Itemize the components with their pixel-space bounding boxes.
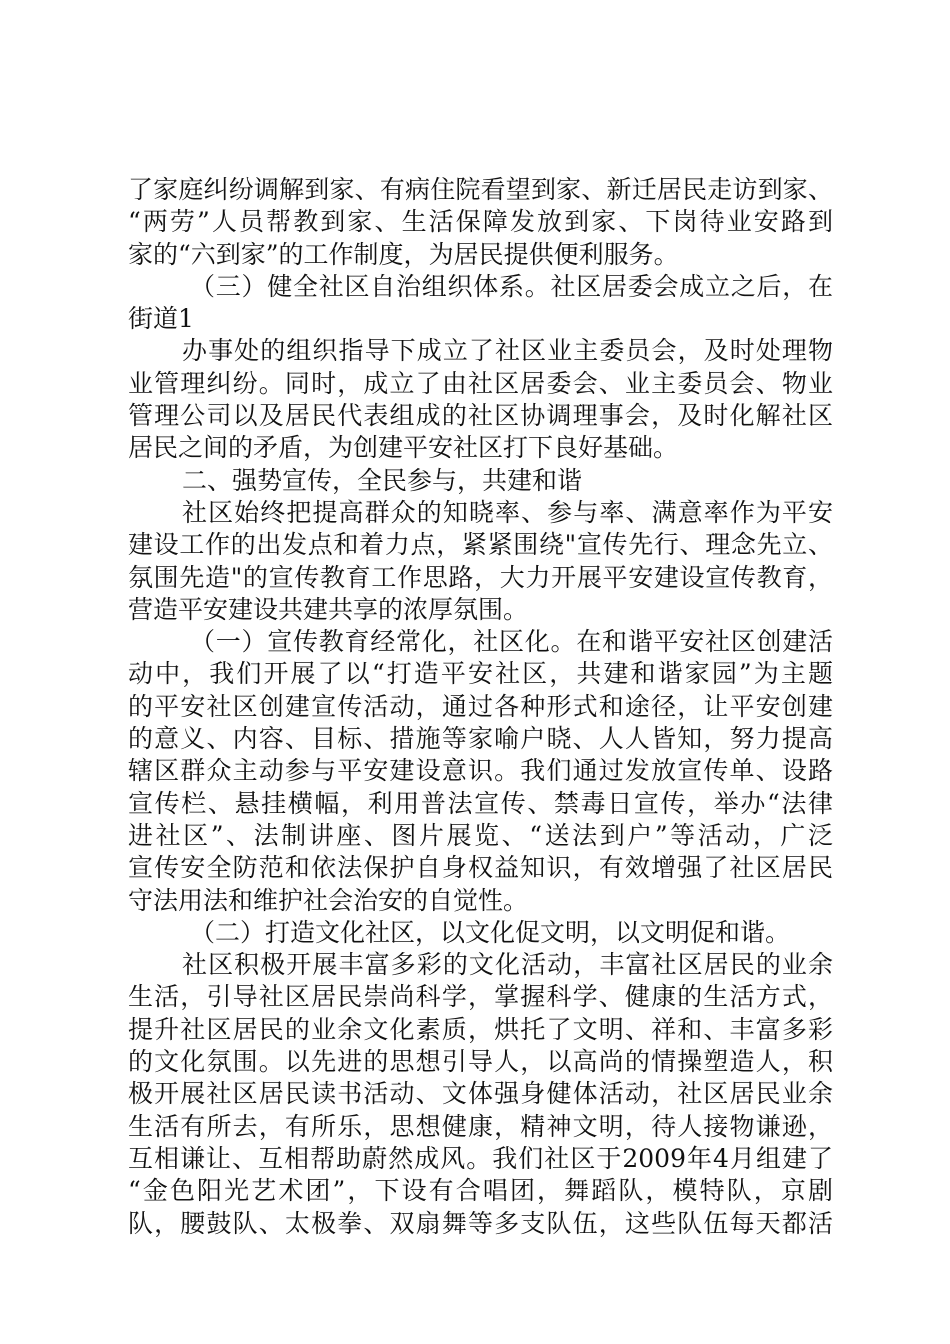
text-line: 居民之间的矛盾，为创建平安社区打下良好基础。 — [128, 433, 679, 463]
document-body — [128, 174, 833, 1240]
text-line: 街道1 — [128, 304, 194, 334]
text-line: 进社区”、法制讲座、图片展览、“送法到户”等活动，广泛 — [128, 820, 833, 850]
text-line: 社区积极开展丰富多彩的文化活动，丰富社区居民的业余 — [182, 950, 833, 980]
text-line: 氛围先造"的宣传教育工作思路，大力开展平安建设宣传教育， — [128, 562, 833, 592]
text-line: “金色阳光艺术团”，下设有合唱团，舞蹈队，模特队，京剧 — [128, 1176, 833, 1206]
text-line: 极开展社区居民读书活动、文体强身健体活动，社区居民业余 — [128, 1079, 833, 1109]
text-line: 家的“六到家”的工作制度，为居民提供便利服务。 — [128, 239, 679, 269]
text-line: 生活，引导社区居民崇尚科学，掌握科学、健康的生活方式， — [128, 982, 833, 1012]
text-line: 的文化氛围。以先进的思想引导人，以高尚的情操塑造人，积 — [128, 1047, 833, 1077]
text-line: 队，腰鼓队、太极拳、双扇舞等多支队伍，这些队伍每天都活 — [128, 1208, 833, 1238]
text-line: 辖区群众主动参与平安建设意识。我们通过发放宣传单、设路 — [128, 756, 833, 786]
text-line: 的意义、内容、目标、措施等家喻户晓、人人皆知，努力提高 — [128, 724, 833, 754]
text-line: 宣传安全防范和依法保护自身权益知识，有效增强了社区居民 — [128, 853, 833, 883]
text-line: “两劳”人员帮教到家、生活保障发放到家、下岗待业安路到 — [128, 207, 833, 237]
text-line: 管理公司以及居民代表组成的社区协调理事会，及时化解社区 — [128, 401, 833, 431]
text-line: （二）打造文化社区，以文化促文明，以文明促和谐。 — [190, 917, 791, 947]
text-line: 提升社区居民的业余文化素质，烘托了文明、祥和、丰富多彩 — [128, 1014, 833, 1044]
text-line: （一）宣传教育经常化，社区化。在和谐平安社区创建活 — [190, 627, 833, 657]
text-line: 营造平安建设共建共享的浓厚氛围。 — [128, 594, 529, 624]
text-line: 二、强势宣传，全民参与，共建和谐 — [182, 465, 583, 495]
text-line: 动中，我们开展了以“打造平安社区，共建和谐家园”为主题 — [128, 659, 833, 689]
text-line: 了家庭纠纷调解到家、有病住院看望到家、新迁居民走访到家、 — [128, 175, 833, 204]
text-line: 守法用法和维护社会治安的自觉性。 — [128, 885, 529, 915]
text-line: 建设工作的出发点和着力点，紧紧围绕"宣传先行、理念先立、 — [128, 530, 833, 560]
text-line: 办事处的组织指导下成立了社区业主委员会，及时处理物 — [182, 336, 833, 366]
text-line: 互相谦让、互相帮助蔚然成风。我们社区于2009年4月组建了 — [128, 1143, 833, 1173]
text-line: 社区始终把提高群众的知晓率、参与率、满意率作为平安 — [182, 497, 833, 527]
text-line: 的平安社区创建宣传活动，通过各种形式和途径，让平安创建 — [128, 691, 833, 721]
text-line: 生活有所去，有所乐，思想健康，精神文明，待人接物谦逊， — [128, 1111, 833, 1141]
text-line: 业管理纠纷。同时，成立了由社区居委会、业主委员会、物业 — [128, 368, 833, 398]
text-line: 宣传栏、悬挂横幅，利用普法宣传、禁毒日宣传，举办“法律 — [128, 788, 833, 818]
text-line: （三）健全社区自治组织体系。社区居委会成立之后，在 — [190, 271, 833, 301]
